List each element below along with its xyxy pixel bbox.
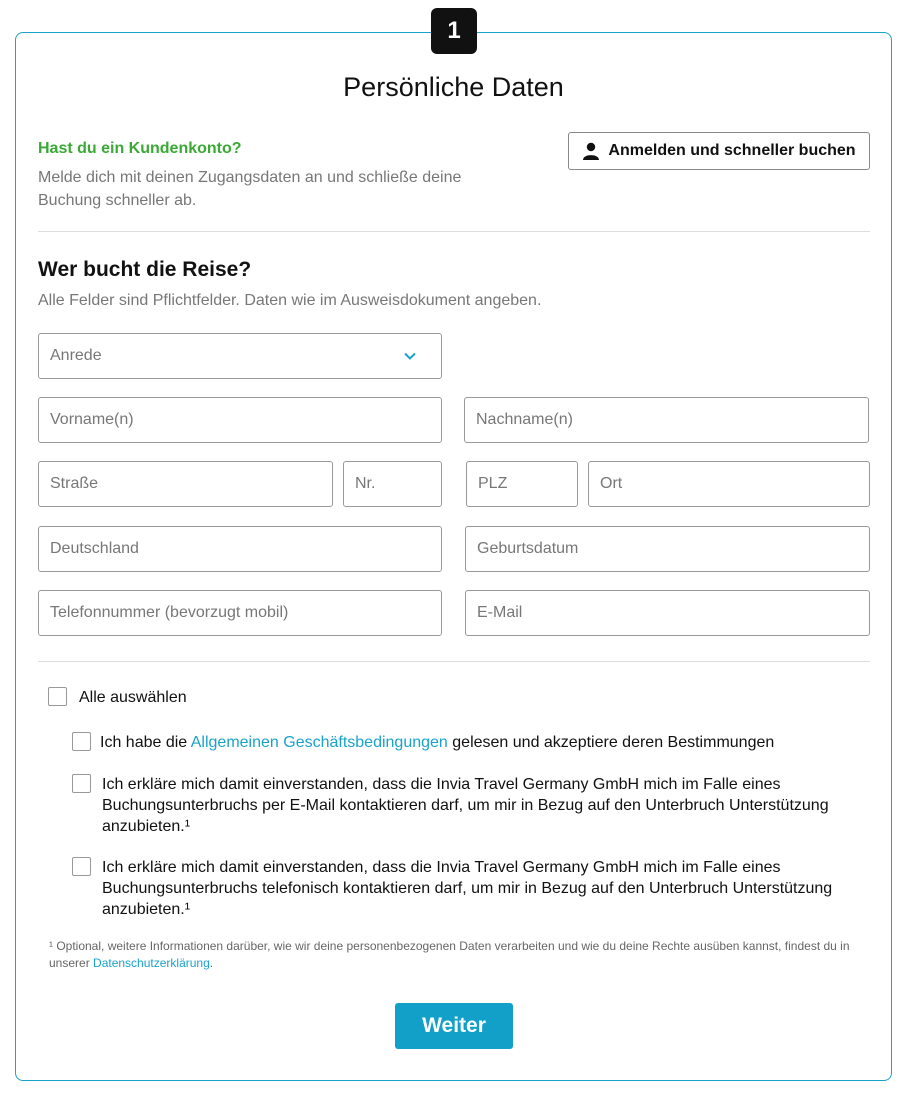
select-all-label: Alle auswählen (79, 689, 187, 706)
chevron-down-icon (403, 349, 417, 363)
agb-label (100, 732, 774, 753)
street-field[interactable] (38, 461, 333, 507)
privacy-policy-link[interactable]: Datenschutzerklärung (93, 956, 210, 970)
email-placeholder: E-Mail (477, 604, 523, 621)
footnote-text: ¹ Optional, weitere Informationen darüber, wie wir deine personenbezogenen Daten verarbeiten und wie du deine Rechte ausüben kannst, findest du in unserer (49, 939, 850, 970)
first-name-placeholder: Vorname(n) (50, 411, 134, 428)
house-number-field[interactable] (343, 461, 442, 507)
email-field[interactable] (465, 590, 870, 636)
last-name-field[interactable] (464, 397, 869, 443)
divider (38, 231, 870, 232)
privacy-footnote (49, 938, 869, 972)
phone-consent-checkbox[interactable] (72, 857, 91, 876)
email-consent-checkbox[interactable] (72, 774, 91, 793)
divider (38, 661, 870, 662)
country-field[interactable] (38, 526, 442, 572)
street-placeholder: Straße (50, 475, 99, 492)
email-consent-row (72, 774, 862, 837)
birthdate-field[interactable] (465, 526, 870, 572)
footnote-end: . (209, 956, 214, 970)
select-all-checkbox[interactable] (48, 687, 67, 706)
zip-placeholder: PLZ (478, 475, 508, 492)
city-placeholder: Ort (600, 475, 623, 492)
continue-button[interactable]: Weiter (395, 1003, 513, 1049)
phone-consent-label: Ich erkläre mich damit einverstanden, dass die Invia Travel Germany GmbH mich im Falle eines Buchungsunterbruchs telefonisch kontaktieren darf, um mir in Bezug auf den Unterbruch Unterstützung anzubieten.¹ (102, 859, 833, 918)
login-button-label: Anmelden und schneller buchen (608, 142, 856, 159)
agb-suffix: gelesen und akzeptiere deren Bestimmungen (447, 734, 775, 751)
city-field[interactable] (588, 461, 870, 507)
last-name-placeholder: Nachname(n) (476, 411, 573, 428)
account-question: Hast du ein Kundenkonto? (38, 140, 242, 157)
salutation-placeholder: Anrede (50, 347, 102, 364)
agb-prefix: Ich habe die (100, 734, 191, 751)
agb-consent-row (72, 732, 774, 753)
login-button[interactable] (568, 132, 870, 170)
user-icon (582, 142, 600, 160)
house-number-placeholder: Nr. (355, 475, 376, 492)
select-all-row (48, 687, 187, 708)
page-title: Persönliche Daten (343, 72, 564, 102)
first-name-field[interactable] (38, 397, 442, 443)
birthdate-placeholder: Geburtsdatum (477, 540, 579, 557)
section-subtitle: Alle Felder sind Pflichtfelder. Daten wie im Ausweisdokument angeben. (38, 292, 542, 309)
phone-field[interactable] (38, 590, 442, 636)
zip-field[interactable] (466, 461, 578, 507)
country-placeholder: Deutschland (50, 540, 139, 557)
account-description: Melde dich mit deinen Zugangsdaten an und schließe deine Buchung schneller ab. (38, 169, 462, 209)
agb-link[interactable]: Allgemeinen Geschäftsbedingungen (190, 734, 448, 751)
section-title: Wer bucht die Reise? (38, 258, 252, 281)
step-badge: 1 (431, 8, 477, 54)
salutation-select[interactable] (38, 333, 442, 379)
agb-checkbox[interactable] (72, 732, 91, 751)
phone-placeholder: Telefonnummer (bevorzugt mobil) (50, 604, 289, 621)
email-consent-label: Ich erkläre mich damit einverstanden, dass die Invia Travel Germany GmbH mich im Falle eines Buchungsunterbruchs per E-Mail kontaktieren darf, um mir in Bezug auf den Unterbruch Unterstützung anzubieten.¹ (102, 776, 829, 835)
phone-consent-row (72, 857, 862, 920)
